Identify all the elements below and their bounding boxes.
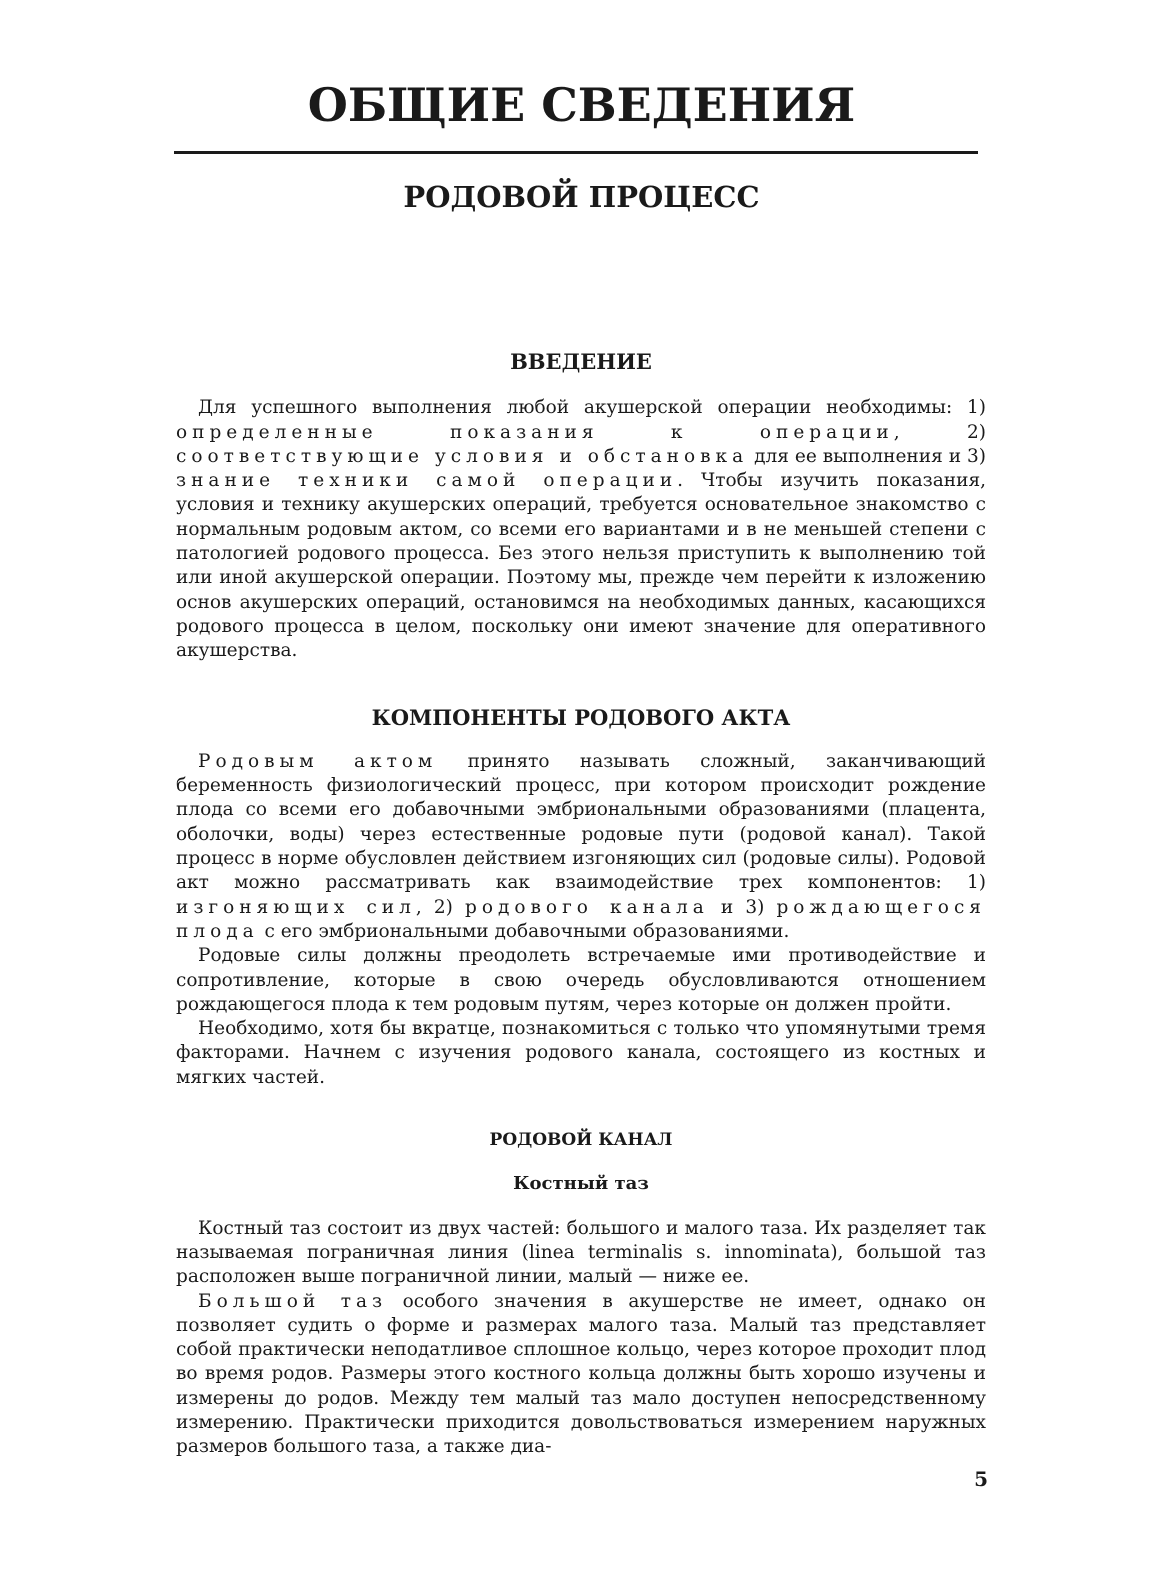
intro-heading: ВВЕДЕНИЕ xyxy=(510,349,652,374)
components-paragraph-2: Родовые силы должны преодолеть встречаемые ими противодействие и сопротивление, которые в свою очередь обусловливаются отношением рождающегося плода к тем родовым путям, через которые он должен пройти. xyxy=(176,945,986,1015)
title-rule xyxy=(174,151,978,154)
components-emph-1: Родовым актом xyxy=(198,750,438,772)
chapter-title: ОБЩИЕ СВЕДЕНИЯ xyxy=(307,78,856,132)
components-text-1: принято называть сложный, заканчивающий беременность физиологический процесс, при котором происходит рождение плода со всеми его добавочными эмбриональными образованиями (плацента, оболочки, воды) через естественные родовые пути (родовой канал). Такой процесс в норме обусловлен действием изгоняющих сил (родовые силы). Родовой акт можно рассматривать как взаимодействие трех компонентов: 1) xyxy=(176,750,986,894)
canal-heading: РОДОВОЙ КАНАЛ xyxy=(489,1130,673,1151)
canal-subheading: Костный таз xyxy=(513,1173,649,1195)
intro-emph-3: знание техники самой операции xyxy=(176,470,678,492)
components-emph-3: родового канала xyxy=(465,896,709,918)
canal-emph-1: Большой таз xyxy=(198,1290,388,1312)
intro-emph-2: соответствующие условия и обстановка xyxy=(176,445,749,467)
components-emph-2: изгоняющих сил xyxy=(176,896,416,918)
intro-text-4: . Чтобы изучить показания, условия и технику акушерских операций, требуется основательное знакомство с нормальным родовым актом, со всеми его вариантами и в не меньшей степени с патологией родового процесса. Без этого нельзя приступить к выполнению той или иной акушерской операции. Поэтому мы, прежде чем перейти к изложению основ акушерских операций, остановимся на необходимых данных, касающихся родового процесса в целом, поскольку они имеют значение для оперативного акушерства. xyxy=(176,470,986,662)
components-heading: КОМПОНЕНТЫ РОДОВОГО АКТА xyxy=(371,704,791,730)
intro-text-1: Для успешного выполнения любой акушерской операции необходимы: 1) xyxy=(198,397,986,419)
body-text xyxy=(176,350,986,1460)
components-emph-4: рождающегося плода xyxy=(176,896,986,942)
page-number: 5 xyxy=(974,1467,988,1491)
canal-paragraph-1: Костный таз состоит из двух частей: большого и малого таза. Их разделяет так называемая пограничная линия (linea terminalis s. innominata), большой таз расположен выше пограничной линии, малый — ниже ее. xyxy=(176,1217,986,1288)
components-paragraph-3: Необходимо, хотя бы вкратце, познакомиться с только что упомянутыми тремя факторами. Начнем с изучения родового канала, состоящего из костных и мягких частей. xyxy=(176,1018,986,1088)
components-text-4: с его эмбриональными добавочными образованиями. xyxy=(258,920,790,942)
intro-paragraph xyxy=(176,396,986,663)
intro-text-2: , 2) xyxy=(893,421,986,443)
intro-emph-1: определенные показания к операции xyxy=(176,421,894,443)
section-title: РОДОВОЙ ПРОЦЕСС xyxy=(403,180,760,214)
components-text-3: и 3) xyxy=(708,896,777,918)
canal-text-1: особого значения в акушерстве не имеет, однако он позволяет судить о форме и размерах малого таза. Малый таз представляет собой практически неподатливое сплошное кольцо, через которое проходит плод во время родов. Размеры этого костного кольца должны быть хорошо изучены и измерены до родов. Между тем малый таз мало доступен непосредственному измерению. Практически приходится довольствоваться измерением наружных размеров большого таза, а также диа- xyxy=(176,1290,986,1458)
components-paragraph-1 xyxy=(176,750,986,944)
intro-text-3: для ее выполнения и 3) xyxy=(748,445,987,467)
canal-paragraph-2 xyxy=(176,1290,986,1460)
components-text-2: , 2) xyxy=(415,896,465,918)
